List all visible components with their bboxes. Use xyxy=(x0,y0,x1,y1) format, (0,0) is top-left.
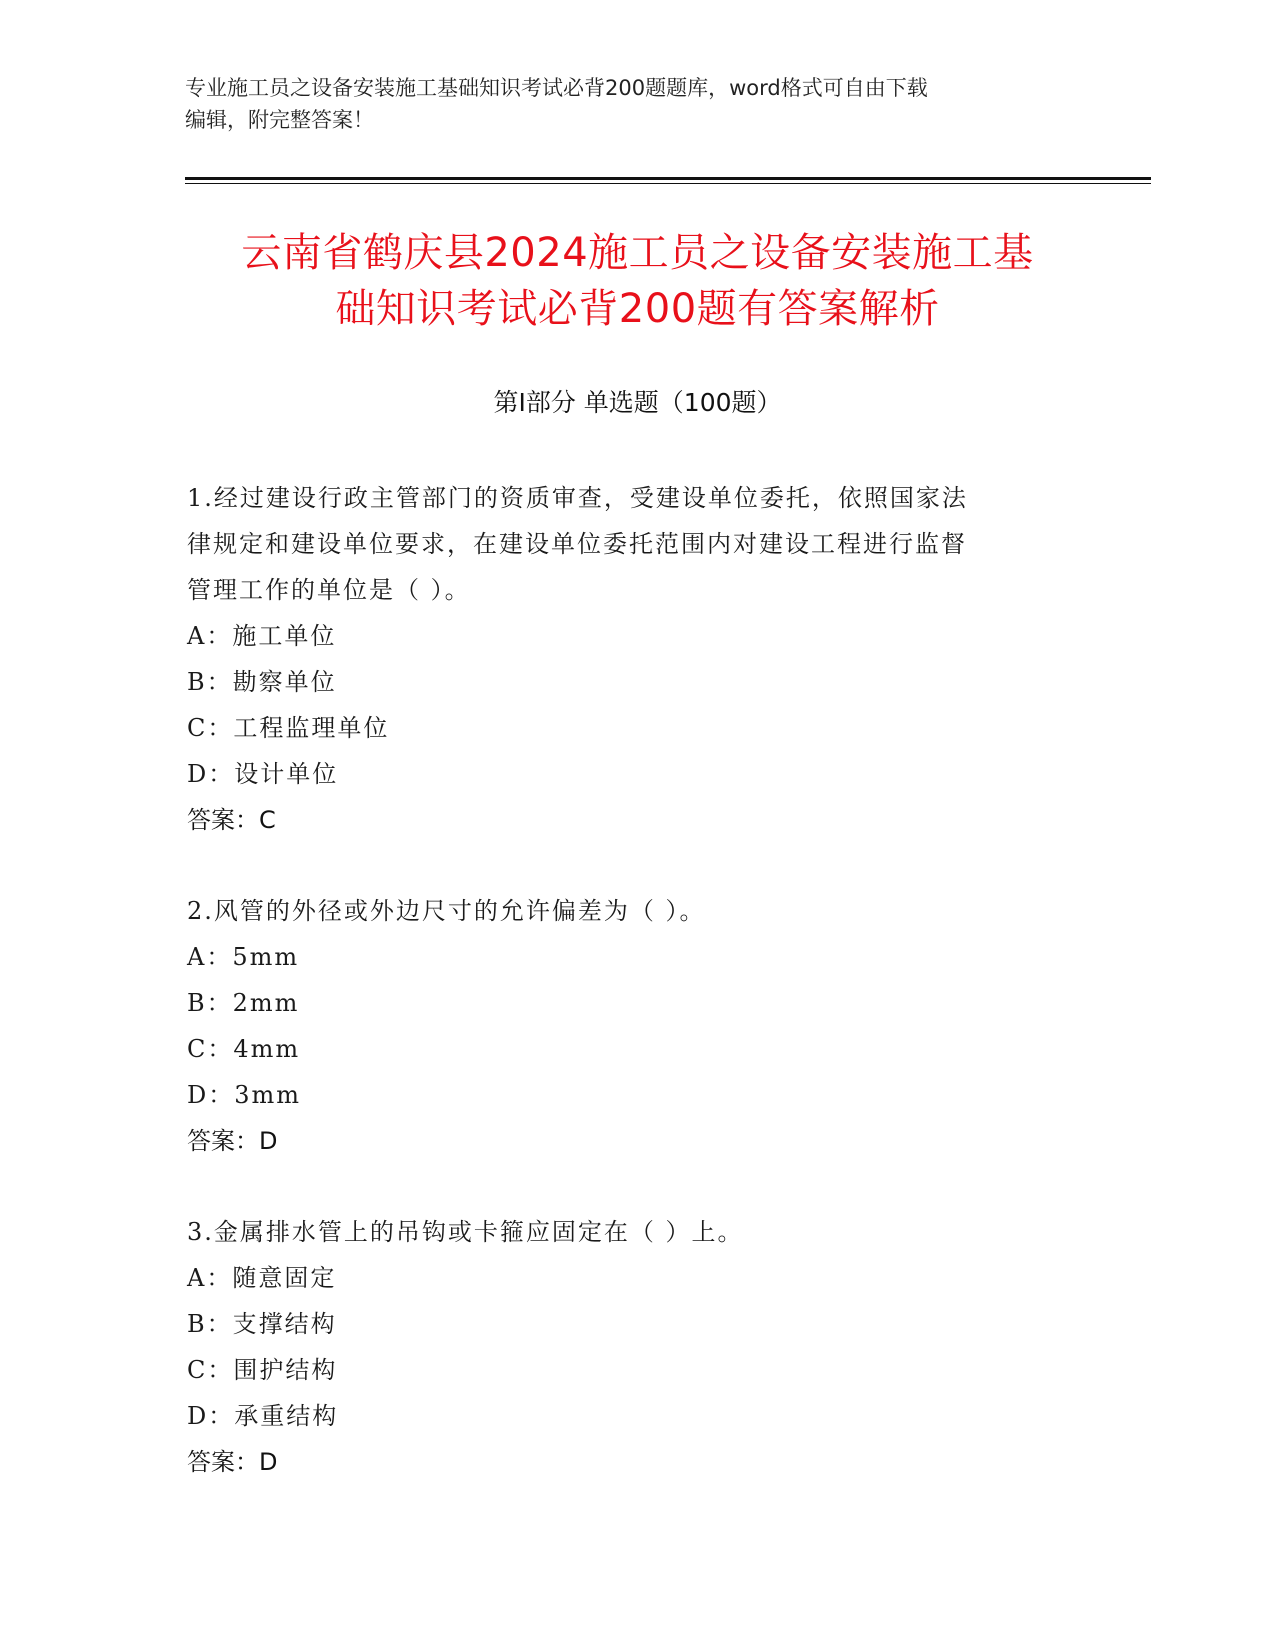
document-title xyxy=(150,225,1125,337)
header-note xyxy=(185,72,1075,136)
option-a: A：施工单位 xyxy=(187,622,337,650)
question-item xyxy=(187,1209,1067,1485)
document-title-line: 云南省鹤庆县2024施工员之设备安装施工基 xyxy=(241,230,1034,276)
option-b: B：勘察单位 xyxy=(187,668,337,696)
question-stem-line: 3.金属排水管上的吊钩或卡箍应固定在（ ）上。 xyxy=(187,1218,744,1246)
question-item xyxy=(187,888,1067,1164)
question-stem-line: 2.风管的外径或外边尺寸的允许偏差为（ ）。 xyxy=(187,897,706,925)
header-divider-thin xyxy=(185,183,1151,184)
answer-line: 答案：D xyxy=(187,1448,278,1476)
question-item xyxy=(187,475,1067,843)
option-b: B：2mm xyxy=(187,989,300,1017)
option-d: D：3mm xyxy=(187,1081,302,1109)
answer-line: 答案：D xyxy=(187,1127,278,1155)
question-list xyxy=(187,475,1067,1485)
option-a: A：随意固定 xyxy=(187,1264,337,1292)
question-stem-line: 律规定和建设单位要求，在建设单位委托范围内对建设工程进行监督 xyxy=(187,530,967,558)
document-title-line: 础知识考试必背200题有答案解析 xyxy=(335,286,940,332)
section-title: 第Ⅰ部分 单选题（100题） xyxy=(493,388,782,417)
answer-line: 答案：C xyxy=(187,806,276,834)
option-c: C：围护结构 xyxy=(187,1356,338,1384)
header-note-line: 专业施工员之设备安装施工基础知识考试必背200题题库，word格式可自由下载 xyxy=(185,76,928,100)
question-stem-line: 1.经过建设行政主管部门的资质审查，受建设单位委托，依照国家法 xyxy=(187,484,968,512)
option-d: D：设计单位 xyxy=(187,760,339,788)
header-note-line: 编辑，附完整答案！ xyxy=(185,108,374,132)
option-c: C：4mm xyxy=(187,1035,301,1063)
option-a: A：5mm xyxy=(187,943,300,971)
option-c: C：工程监理单位 xyxy=(187,714,390,742)
question-stem-line: 管理工作的单位是（ ）。 xyxy=(187,576,471,604)
option-d: D：承重结构 xyxy=(187,1402,339,1430)
option-b: B：支撑结构 xyxy=(187,1310,337,1338)
header-divider xyxy=(185,177,1151,180)
